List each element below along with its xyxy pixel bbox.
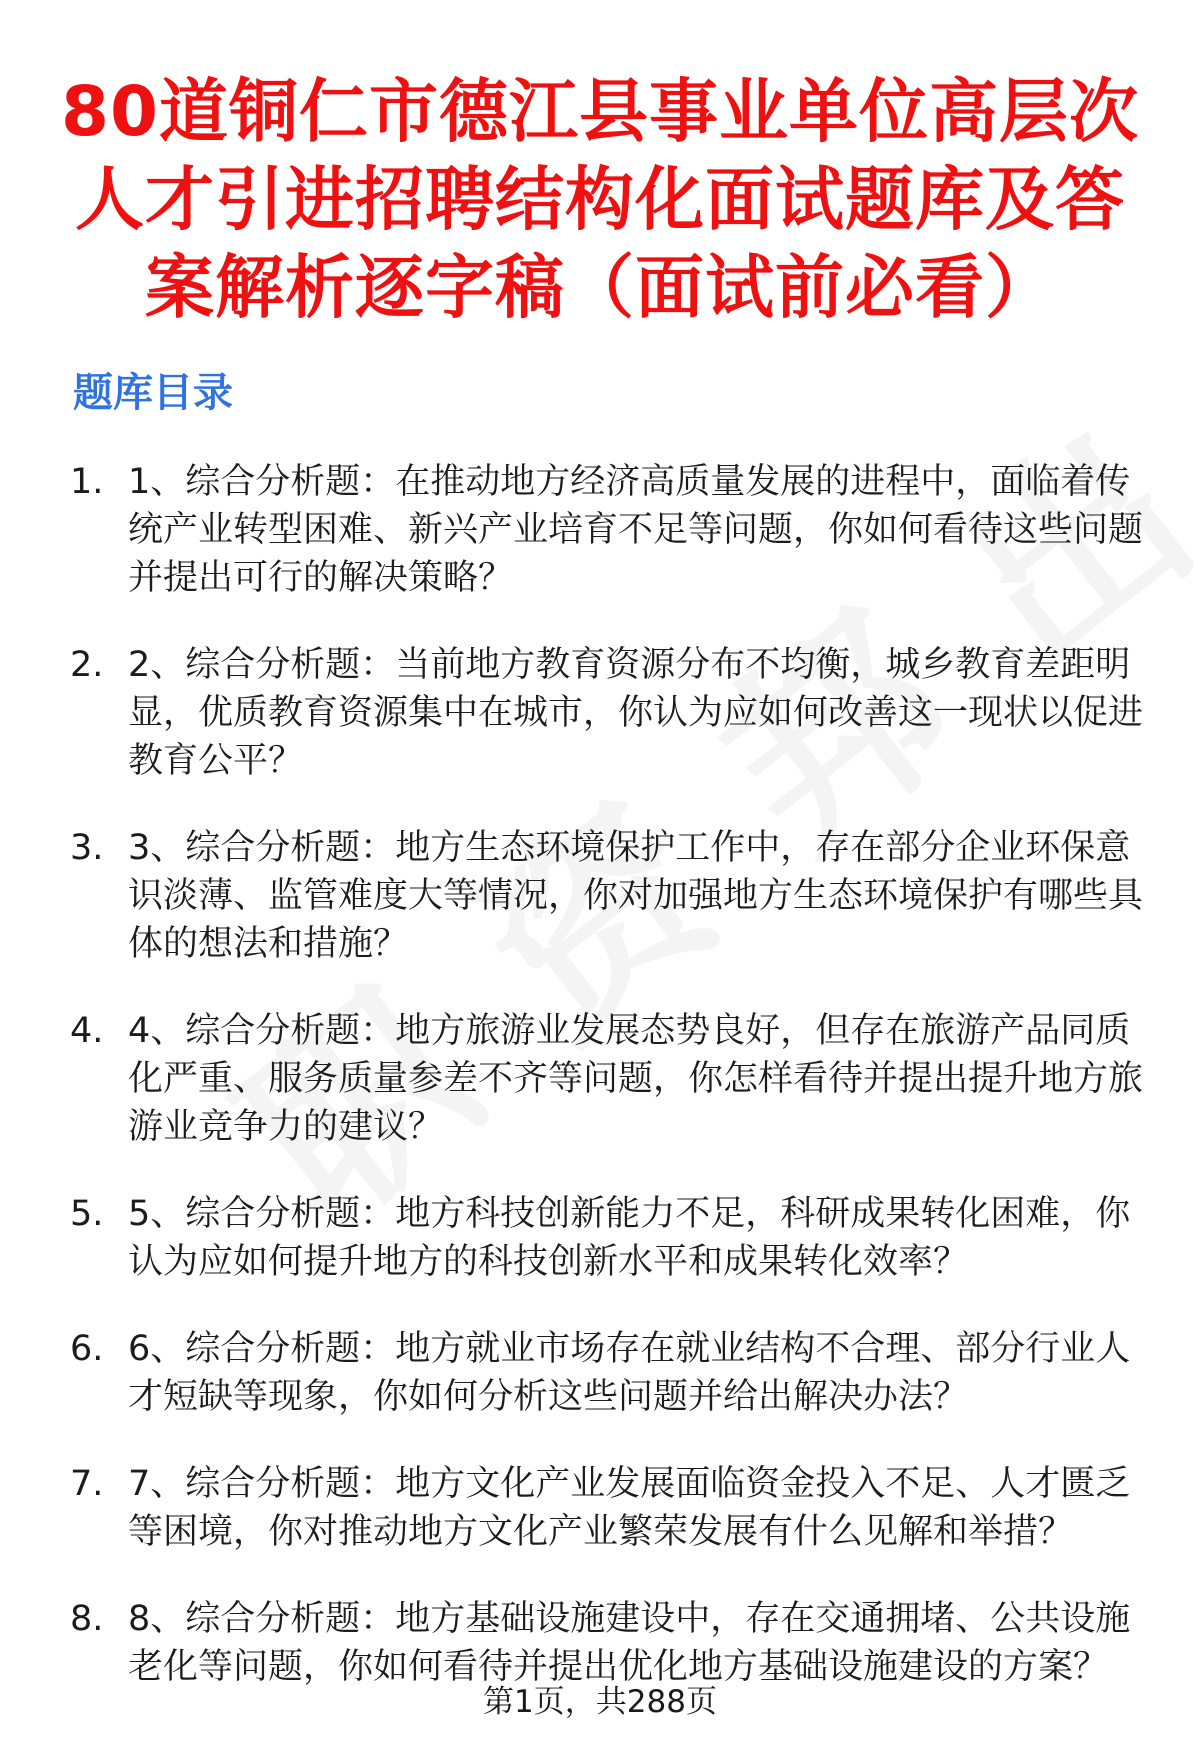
list-item [70, 641, 1160, 785]
list-item-number: 5. [70, 1194, 104, 1234]
document-title: 80道铜仁市德江县事业单位高层次人才引进招聘结构化面试题库及答案解析逐字稿（面试前必看） [60, 72, 1140, 328]
list-item-text: 2、综合分析题：当前地方教育资源分布不均衡，城乡教育差距明显，优质教育资源集中在城市，你认为应如何改善这一现状以促进教育公平？ [128, 645, 1144, 781]
list-item [70, 824, 1160, 968]
list-item-text: 6、综合分析题：地方就业市场存在就业结构不合理、部分行业人才短缺等现象，你如何分析这些问题并给出解决办法？ [128, 1329, 1131, 1417]
list-item [70, 1007, 1160, 1151]
page-number: 第1页，共288页 [483, 1684, 717, 1720]
list-item [70, 1190, 1160, 1286]
list-item-number: 3. [70, 828, 104, 868]
list-item-number: 1. [70, 462, 104, 502]
toc-heading: 题库目录 [73, 370, 233, 416]
list-item-number: 6. [70, 1329, 104, 1369]
list-item-text: 1、综合分析题：在推动地方经济高质量发展的进程中，面临着传统产业转型困难、新兴产业培育不足等问题，你如何看待这些问题并提出可行的解决策略？ [128, 462, 1144, 598]
list-item-text: 8、综合分析题：地方基础设施建设中，存在交通拥堵、公共设施老化等问题，你如何看待并提出优化地方基础设施建设的方案？ [128, 1599, 1131, 1687]
question-list [70, 458, 1160, 1730]
list-item-text: 4、综合分析题：地方旅游业发展态势良好，但存在旅游产品同质化严重、服务质量参差不齐等问题，你怎样看待并提出提升地方旅游业竞争力的建议？ [128, 1011, 1144, 1147]
list-item [70, 1325, 1160, 1421]
list-item-number: 2. [70, 645, 104, 685]
list-item [70, 458, 1160, 602]
list-item [70, 1460, 1160, 1556]
list-item-number: 8. [70, 1599, 104, 1639]
list-item-text: 7、综合分析题：地方文化产业发展面临资金投入不足、人才匮乏等困境，你对推动地方文化产业繁荣发展有什么见解和举措？ [128, 1464, 1131, 1552]
list-item-text: 5、综合分析题：地方科技创新能力不足，科研成果转化困难，你认为应如何提升地方的科技创新水平和成果转化效率？ [128, 1194, 1131, 1282]
list-item-text: 3、综合分析题：地方生态环境保护工作中，存在部分企业环保意识淡薄、监管难度大等情况，你对加强地方生态环境保护有哪些具体的想法和措施？ [128, 828, 1144, 964]
list-item-number: 7. [70, 1464, 104, 1504]
list-item [70, 1595, 1160, 1691]
list-item-number: 4. [70, 1011, 104, 1051]
